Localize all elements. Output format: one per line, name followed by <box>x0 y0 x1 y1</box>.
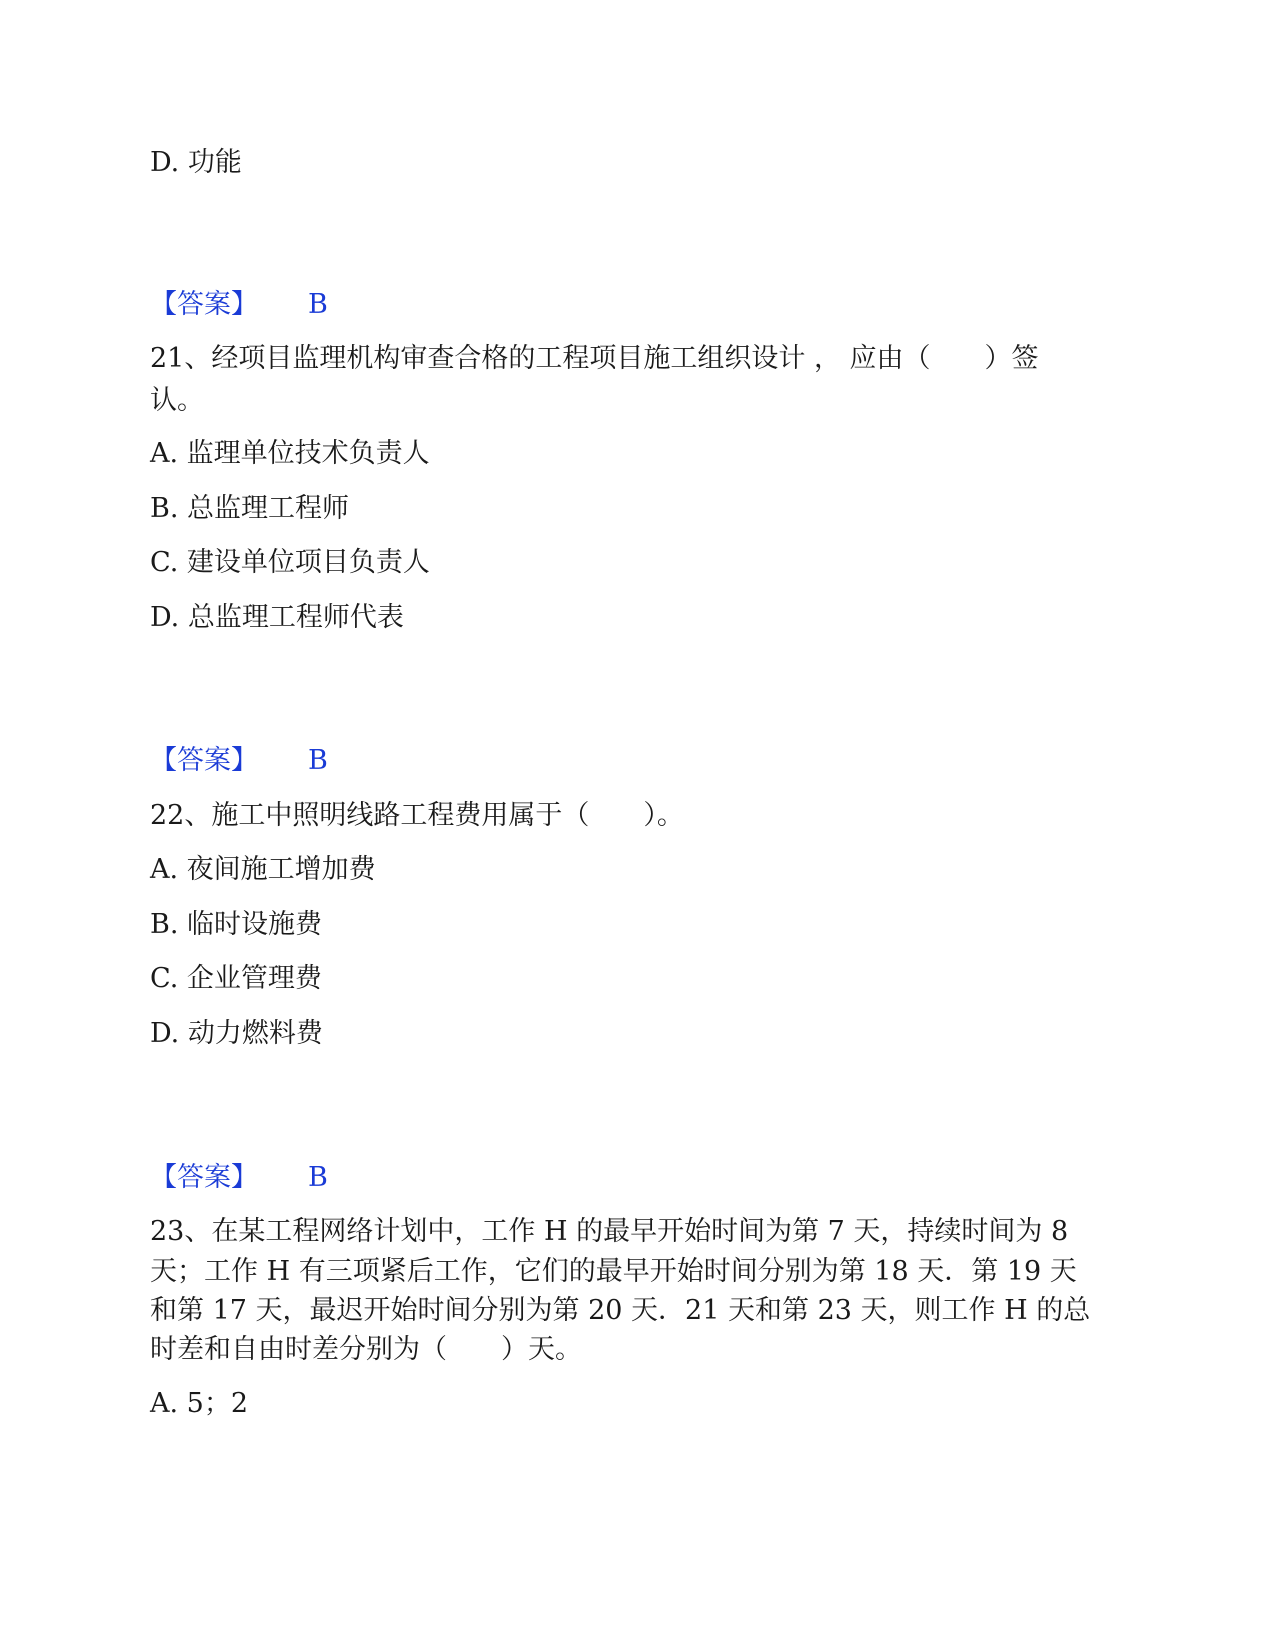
q23-stem-line-3: 和第 17 天，最迟开始时间分别为第 20 天．21 天和第 23 天，则工作 H 的总 <box>150 1295 1091 1326</box>
answer-22 <box>150 1157 328 1199</box>
answer-value: B <box>308 1162 328 1193</box>
answer-label: 【答案】 <box>150 745 258 776</box>
answer-20 <box>150 284 328 326</box>
q23-option-a: A. 5；2 <box>150 1388 249 1419</box>
answer-21 <box>150 740 328 782</box>
answer-label: 【答案】 <box>150 1162 258 1193</box>
answer-value: B <box>308 745 328 776</box>
q21-stem-line-2: 认。 <box>150 385 204 416</box>
q21-option-a: A. 监理单位技术负责人 <box>150 438 430 469</box>
q23-stem-line-2: 天；工作 H 有三项紧后工作，它们的最早开始时间分别为第 18 天．第 19 天 <box>150 1256 1077 1287</box>
q23-stem-line-4: 时差和自由时差分别为（ ）天。 <box>150 1334 582 1365</box>
q23-stem-line-1: 23、在某工程网络计划中，工作 H 的最早开始时间为第 7 天，持续时间为 8 <box>150 1216 1069 1247</box>
q22-option-c: C. 企业管理费 <box>150 963 322 994</box>
q21-option-d: D. 总监理工程师代表 <box>150 602 404 633</box>
q21-option-c: C. 建设单位项目负责人 <box>150 547 430 578</box>
q22-stem: 22、施工中照明线路工程费用属于（ ）。 <box>150 800 684 831</box>
answer-label: 【答案】 <box>150 289 258 320</box>
q21-option-b: B. 总监理工程师 <box>150 493 350 524</box>
q22-option-b: B. 临时设施费 <box>150 909 323 940</box>
q22-option-d: D. 动力燃料费 <box>150 1018 323 1049</box>
q21-stem-line-1: 21、经项目监理机构审查合格的工程项目施工组织设计 ， 应由（ ）签 <box>150 343 1039 374</box>
answer-value: B <box>308 289 328 320</box>
q20-option-d: D. 功能 <box>150 147 242 178</box>
q22-option-a: A. 夜间施工增加费 <box>150 854 376 885</box>
